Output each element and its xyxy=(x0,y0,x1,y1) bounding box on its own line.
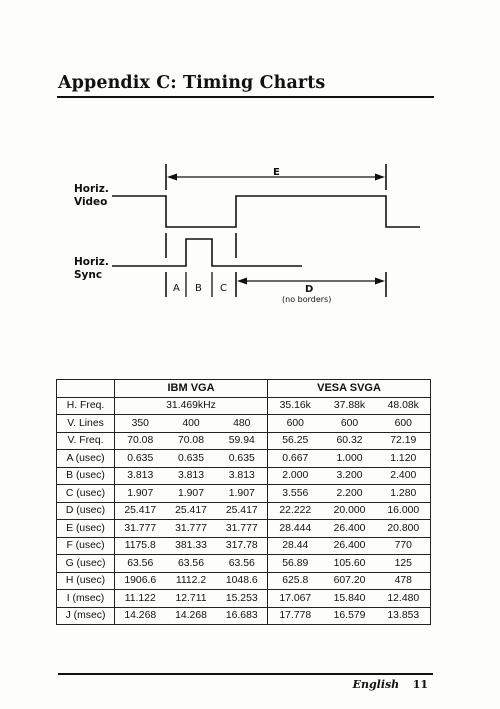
table-row xyxy=(57,572,431,590)
vga-cell: 70.08 xyxy=(127,435,154,447)
table-row xyxy=(57,555,431,573)
d-arrow-left xyxy=(237,278,247,285)
vga-cell: 16.683 xyxy=(217,607,268,625)
vga-cell: 480 xyxy=(217,415,268,433)
vga-cell: 1.907 xyxy=(177,487,204,499)
svga-cell: 72.19 xyxy=(390,435,417,447)
footer-rule xyxy=(58,673,433,675)
page-title: Appendix C: Timing Charts xyxy=(58,73,326,93)
vga-cell: 3.813 xyxy=(177,470,204,482)
header-ibm-vga: IBM VGA xyxy=(115,380,268,398)
table-header-row xyxy=(57,380,431,398)
vga-cell: 31.777 xyxy=(124,522,157,534)
vga-cell: 31.777 xyxy=(175,522,207,534)
row-label: J (msec) xyxy=(57,607,115,625)
svga-cell: 15.840 xyxy=(333,592,366,604)
row-label: A (usec) xyxy=(57,450,115,468)
row-label: G (usec) xyxy=(57,555,115,573)
vga-cell: 400 xyxy=(182,417,200,429)
svga-cell: 56.89 xyxy=(282,557,309,569)
vga-cell: 1112.2 xyxy=(175,575,207,587)
row-label: V. Freq. xyxy=(57,432,115,450)
sync-label-line2: Sync xyxy=(74,269,103,281)
no-borders-note: (no borders) xyxy=(282,295,332,304)
page-footer xyxy=(353,678,428,691)
vga-cell: 14.268 xyxy=(124,610,157,622)
row-label: E (usec) xyxy=(57,520,115,538)
svga-cell: 28.44 xyxy=(282,540,309,552)
vga-cell: 0.635 xyxy=(177,452,204,464)
vga-cell: 63.56 xyxy=(127,557,154,569)
svga-cell: 20.800 xyxy=(387,522,420,534)
svga-cell: 600 xyxy=(286,417,304,429)
e-arrow-left xyxy=(167,174,177,181)
row-label: D (usec) xyxy=(57,502,115,520)
table-row xyxy=(57,397,431,415)
e-arrow-right xyxy=(375,174,385,181)
header-corner-cell xyxy=(57,380,115,398)
svga-cell: 60.32 xyxy=(336,435,363,447)
row-label: F (usec) xyxy=(57,537,115,555)
svga-cell: 22.222 xyxy=(279,505,312,517)
svga-cell: 37.88k xyxy=(333,400,366,412)
svga-cell: 48.08k xyxy=(387,400,419,412)
vga-cell: 381.33 xyxy=(175,540,207,552)
vga-cell: 1906.6 xyxy=(124,575,157,587)
svga-cell: 16.579 xyxy=(333,610,366,622)
table-row xyxy=(57,485,431,503)
svga-cell: 2.400 xyxy=(390,470,417,482)
vga-cell: 14.268 xyxy=(175,610,207,622)
title-underline xyxy=(57,96,434,98)
vga-cell: 350 xyxy=(131,417,149,429)
svga-cell: 607.20 xyxy=(333,575,366,587)
svga-cell: 26.400 xyxy=(333,522,366,534)
svga-cell: 20.000 xyxy=(333,505,366,517)
video-waveform xyxy=(112,196,420,227)
svga-cell: 105.60 xyxy=(333,557,366,569)
vga-cell: 1048.6 xyxy=(217,572,268,590)
video-label-line1: Horiz. xyxy=(74,183,109,195)
vga-cell: 25.417 xyxy=(124,505,157,517)
row-label: I (msec) xyxy=(57,590,115,608)
svga-cell: 600 xyxy=(394,417,412,429)
vga-cell: 3.813 xyxy=(217,467,268,485)
table-row xyxy=(57,607,431,625)
header-vesa-svga: VESA SVGA xyxy=(317,382,381,395)
svga-cell: 35.16k xyxy=(279,400,311,412)
svga-cell: 3.200 xyxy=(336,470,363,482)
vga-cell: 63.56 xyxy=(217,555,268,573)
vga-cell: 317.78 xyxy=(217,537,268,555)
table-row xyxy=(57,450,431,468)
svga-cell: 28.444 xyxy=(279,522,312,534)
svga-cell: 2.200 xyxy=(336,487,363,499)
svga-cell: 17.778 xyxy=(279,610,312,622)
d-arrow-right xyxy=(375,278,385,285)
svga-cell: 3.556 xyxy=(282,487,309,499)
vga-cell: 11.122 xyxy=(124,592,156,604)
vga-cell: 0.635 xyxy=(217,450,268,468)
svga-cell: 478 xyxy=(394,575,412,587)
vga-cell: 0.635 xyxy=(127,452,154,464)
sync-waveform xyxy=(112,239,302,266)
table-row xyxy=(57,415,431,433)
row-label: H. Freq. xyxy=(57,397,115,415)
row-label: V. Lines xyxy=(57,415,115,433)
svga-cell: 125 xyxy=(394,557,412,569)
timing-diagram xyxy=(0,150,500,320)
row-label: C (usec) xyxy=(57,485,115,503)
row-label: H (usec) xyxy=(57,572,115,590)
svga-cell: 2.000 xyxy=(282,470,309,482)
segment-b-label: B xyxy=(195,283,202,294)
table-row xyxy=(57,590,431,608)
svga-cell: 12.480 xyxy=(387,592,420,604)
table-row xyxy=(57,537,431,555)
svga-cell: 600 xyxy=(340,417,359,429)
svga-cell: 1.120 xyxy=(390,452,417,464)
row-label: B (usec) xyxy=(57,467,115,485)
svga-cell: 26.400 xyxy=(333,540,366,552)
page-number: 11 xyxy=(412,678,428,691)
svga-cell: 625.8 xyxy=(282,575,309,587)
vga-cell: 1.907 xyxy=(217,485,268,503)
vga-cell: 31.777 xyxy=(217,520,268,538)
table-row xyxy=(57,502,431,520)
vga-cell: 15.253 xyxy=(217,590,268,608)
table-row xyxy=(57,432,431,450)
svga-cell: 16.000 xyxy=(387,505,420,517)
svga-cell: 0.667 xyxy=(282,452,309,464)
vga-cell: 3.813 xyxy=(127,470,154,482)
vga-cell: 70.08 xyxy=(177,435,204,447)
svga-cell: 1.280 xyxy=(390,487,417,499)
svga-cell: 770 xyxy=(394,540,412,552)
vga-cell: 25.417 xyxy=(175,505,207,517)
vga-cell: 25.417 xyxy=(217,502,268,520)
vga-cell: 59.94 xyxy=(217,432,268,450)
svga-cell: 1.000 xyxy=(336,452,363,464)
vga-cell: 1175.8 xyxy=(124,540,156,552)
segment-d-label: D xyxy=(305,284,314,295)
segment-c-label: C xyxy=(220,283,227,294)
footer-language: English xyxy=(352,678,400,691)
vga-cell: 12.711 xyxy=(175,592,207,604)
segment-e-label: E xyxy=(273,167,280,178)
sync-label-line1: Horiz. xyxy=(74,256,109,268)
svga-cell: 17.067 xyxy=(279,592,312,604)
table-row xyxy=(57,467,431,485)
video-label-line2: Video xyxy=(74,196,108,208)
vga-merged-cell: 31.469kHz xyxy=(115,397,268,415)
svga-cell: 56.25 xyxy=(282,435,309,447)
segment-a-label: A xyxy=(173,283,180,294)
timing-table xyxy=(56,379,431,625)
table-row xyxy=(57,520,431,538)
svga-cell: 13.853 xyxy=(387,610,420,622)
vga-cell: 1.907 xyxy=(127,487,154,499)
vga-cell: 63.56 xyxy=(177,557,204,569)
